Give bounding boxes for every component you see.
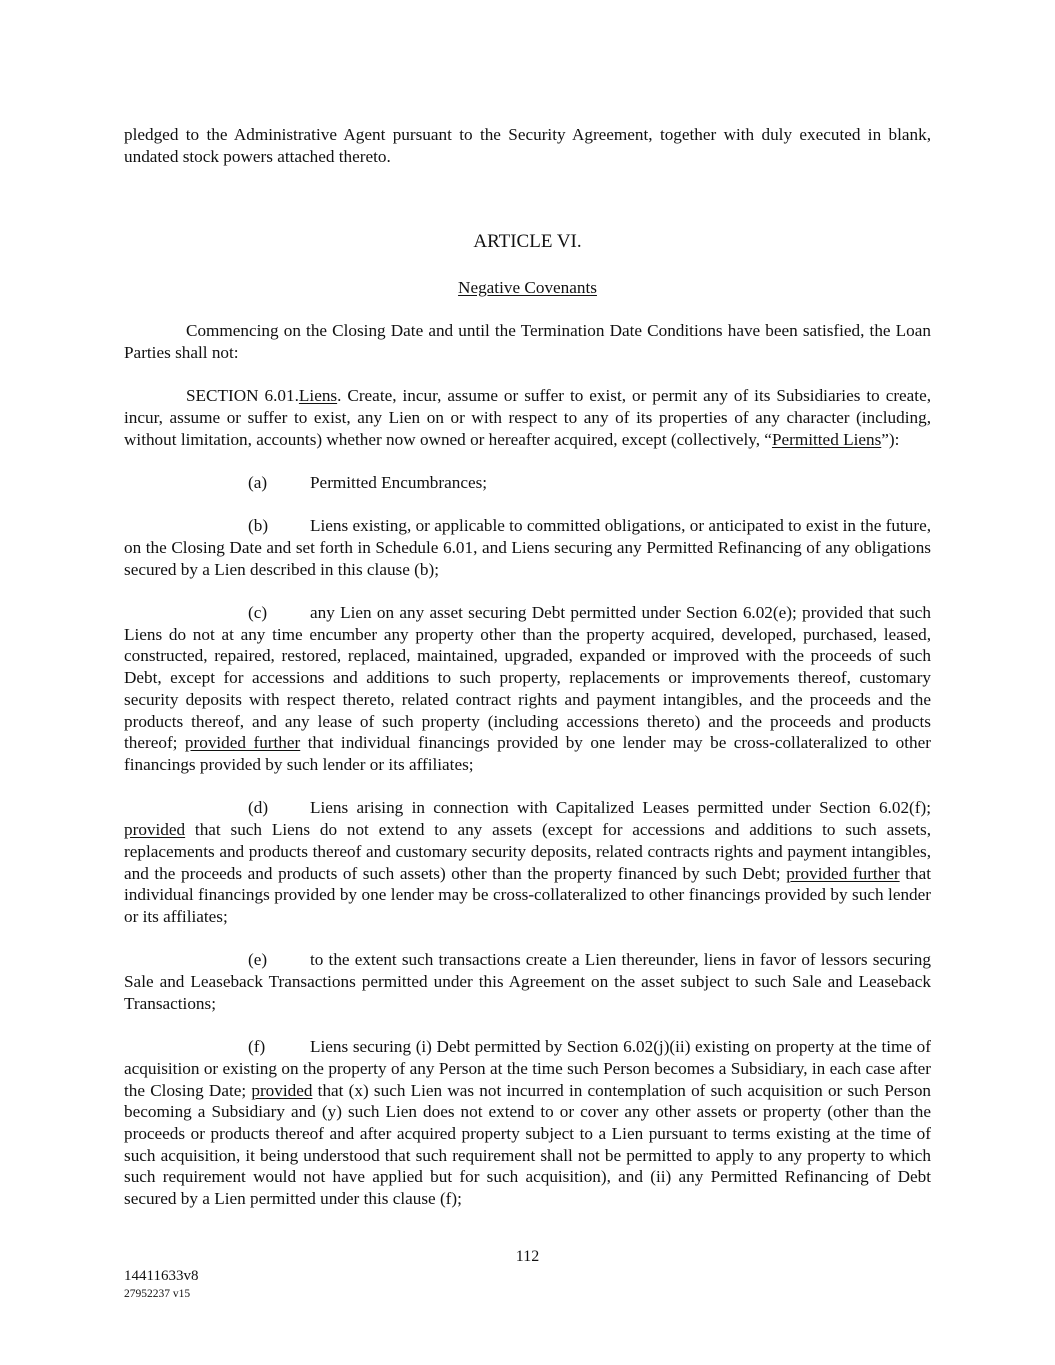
clause-d-text-3: that individual financings provided by one lender may be cross-collateralized to other financings provided by such lender or its affiliates; xyxy=(124,863,932,926)
article-heading: ARTICLE VI. xyxy=(473,231,582,252)
clause-e-label: (e) xyxy=(248,950,268,970)
section-title: Liens xyxy=(298,386,338,406)
section-text-a: . Create, incur, assume or suffer to exist, or permit any of its Subsidiaries to create, incur, assume or suffer to exist, any Lien on or with respect to any of its properties of any character (including, without limitation, accounts) whether now owned or hereafter acquired, except (collectively, “ xyxy=(124,386,932,449)
document-page xyxy=(124,124,932,1209)
clause-d xyxy=(124,797,931,927)
defined-term: Permitted Liens xyxy=(771,429,882,449)
clause-d-underline-2: provided further xyxy=(786,863,900,883)
clause-c-text-2: that individual financings provided by one lender may be cross-collateralized to other financings provided by such lender or its affiliates; xyxy=(124,733,931,774)
clause-a-text: Permitted Encumbrances; xyxy=(310,472,488,492)
clause-e xyxy=(124,949,931,1014)
section-text-b: ”): xyxy=(881,429,900,449)
commencing-paragraph: Commencing on the Closing Date and until the Termination Date Conditions have been satisfied, the Loan Parties shall not: xyxy=(124,321,931,362)
clause-b-label: (b) xyxy=(248,516,269,536)
clause-d-text-1: Liens arising in connection with Capitalized Leases permitted under Section 6.02(f); xyxy=(310,798,931,818)
clause-f-text-2: that (x) such Lien was not incurred in contemplation of such acquisition or such Person becoming a Subsidiary and (y) such Lien does not extend to or cover any other assets or property (other than the proceeds or products thereof and after acquired property subject to a Lien pursuant to terms existing at the time of such acquisition, it being understood that such requirement shall not be permitted to apply to any property to which such requirement would not have applied but for such acquisition), and (ii) any Permitted Refinancing of Debt secured by a Lien permitted under this clause (f); xyxy=(124,1080,932,1209)
footer-doc-id-2: 27952237 v15 xyxy=(124,1288,191,1300)
clause-c-label: (c) xyxy=(248,603,268,623)
page-number: 112 xyxy=(515,1248,540,1265)
clause-c xyxy=(124,602,931,776)
body-block xyxy=(124,320,931,1210)
clause-d-underline-1: provided xyxy=(124,820,186,840)
clause-f xyxy=(124,1036,931,1210)
section-number: SECTION 6.01. xyxy=(186,386,299,406)
clause-b xyxy=(124,515,931,580)
clause-a-label: (a) xyxy=(248,472,268,492)
clause-d-label: (d) xyxy=(248,798,269,818)
clause-d-text-2: that such Liens do not extend to any assets (except for accessions and additions to such assets, replacements and products thereof and customary security deposits, related contracts rights and payment intangibles, and the proceeds and products of such assets) other than the property financed by such Debt; xyxy=(124,820,931,883)
clause-f-text-1: Liens securing (i) Debt permitted by Section 6.02(j)(ii) existing on property at the time of acquisition or existing on the property of any Person at the time such Person becomes a Subsidiary, in each case after the Closing Date; xyxy=(124,1037,931,1100)
section-6-01-paragraph xyxy=(124,385,931,450)
intro-paragraph: pledged to the Administrative Agent pursuant to the Security Agreement, together with duly executed in blank, undated stock powers attached thereto. xyxy=(124,125,931,166)
footer-doc-id-1: 14411633v8 xyxy=(124,1268,199,1284)
clause-e-text: to the extent such transactions create a Lien thereunder, liens in favor of lessors securing Sale and Leaseback Transactions permitted under this Agreement on the asset subject to such Sale and Leaseback Transactions; xyxy=(124,950,931,1013)
clause-b-text: Liens existing, or applicable to committed obligations, or anticipated to exist in the future, on the Closing Date and set forth in Schedule 6.01, and Liens securing any Permitted Refinancing of any obligations secured by a Lien described in this clause (b); xyxy=(124,516,931,579)
clause-a xyxy=(124,472,931,494)
clause-f-underline-1: provided xyxy=(251,1080,313,1100)
clause-c-underline-1: provided further xyxy=(184,733,301,753)
article-subheading-text: Negative Covenants xyxy=(458,278,597,297)
clause-c-text-1: any Lien on any asset securing Debt permitted under Section 6.02(e); provided that such Liens do not at any time encumber any property other than the property acquired, developed, purchased, leased, constructed, repaired, restored, replaced, maintained, upgraded, expanded or improved with the proceeds of such Debt, except for accessions and additions to such property, replacements or improvements thereof, customary security deposits with respect thereto, related contract rights and payment intangibles, and the proceeds and the products thereof, and any lease of such property (including accessions thereto) and the proceeds and products thereof; xyxy=(124,603,931,753)
clause-f-label: (f) xyxy=(248,1037,266,1057)
article-subheading xyxy=(124,277,931,299)
